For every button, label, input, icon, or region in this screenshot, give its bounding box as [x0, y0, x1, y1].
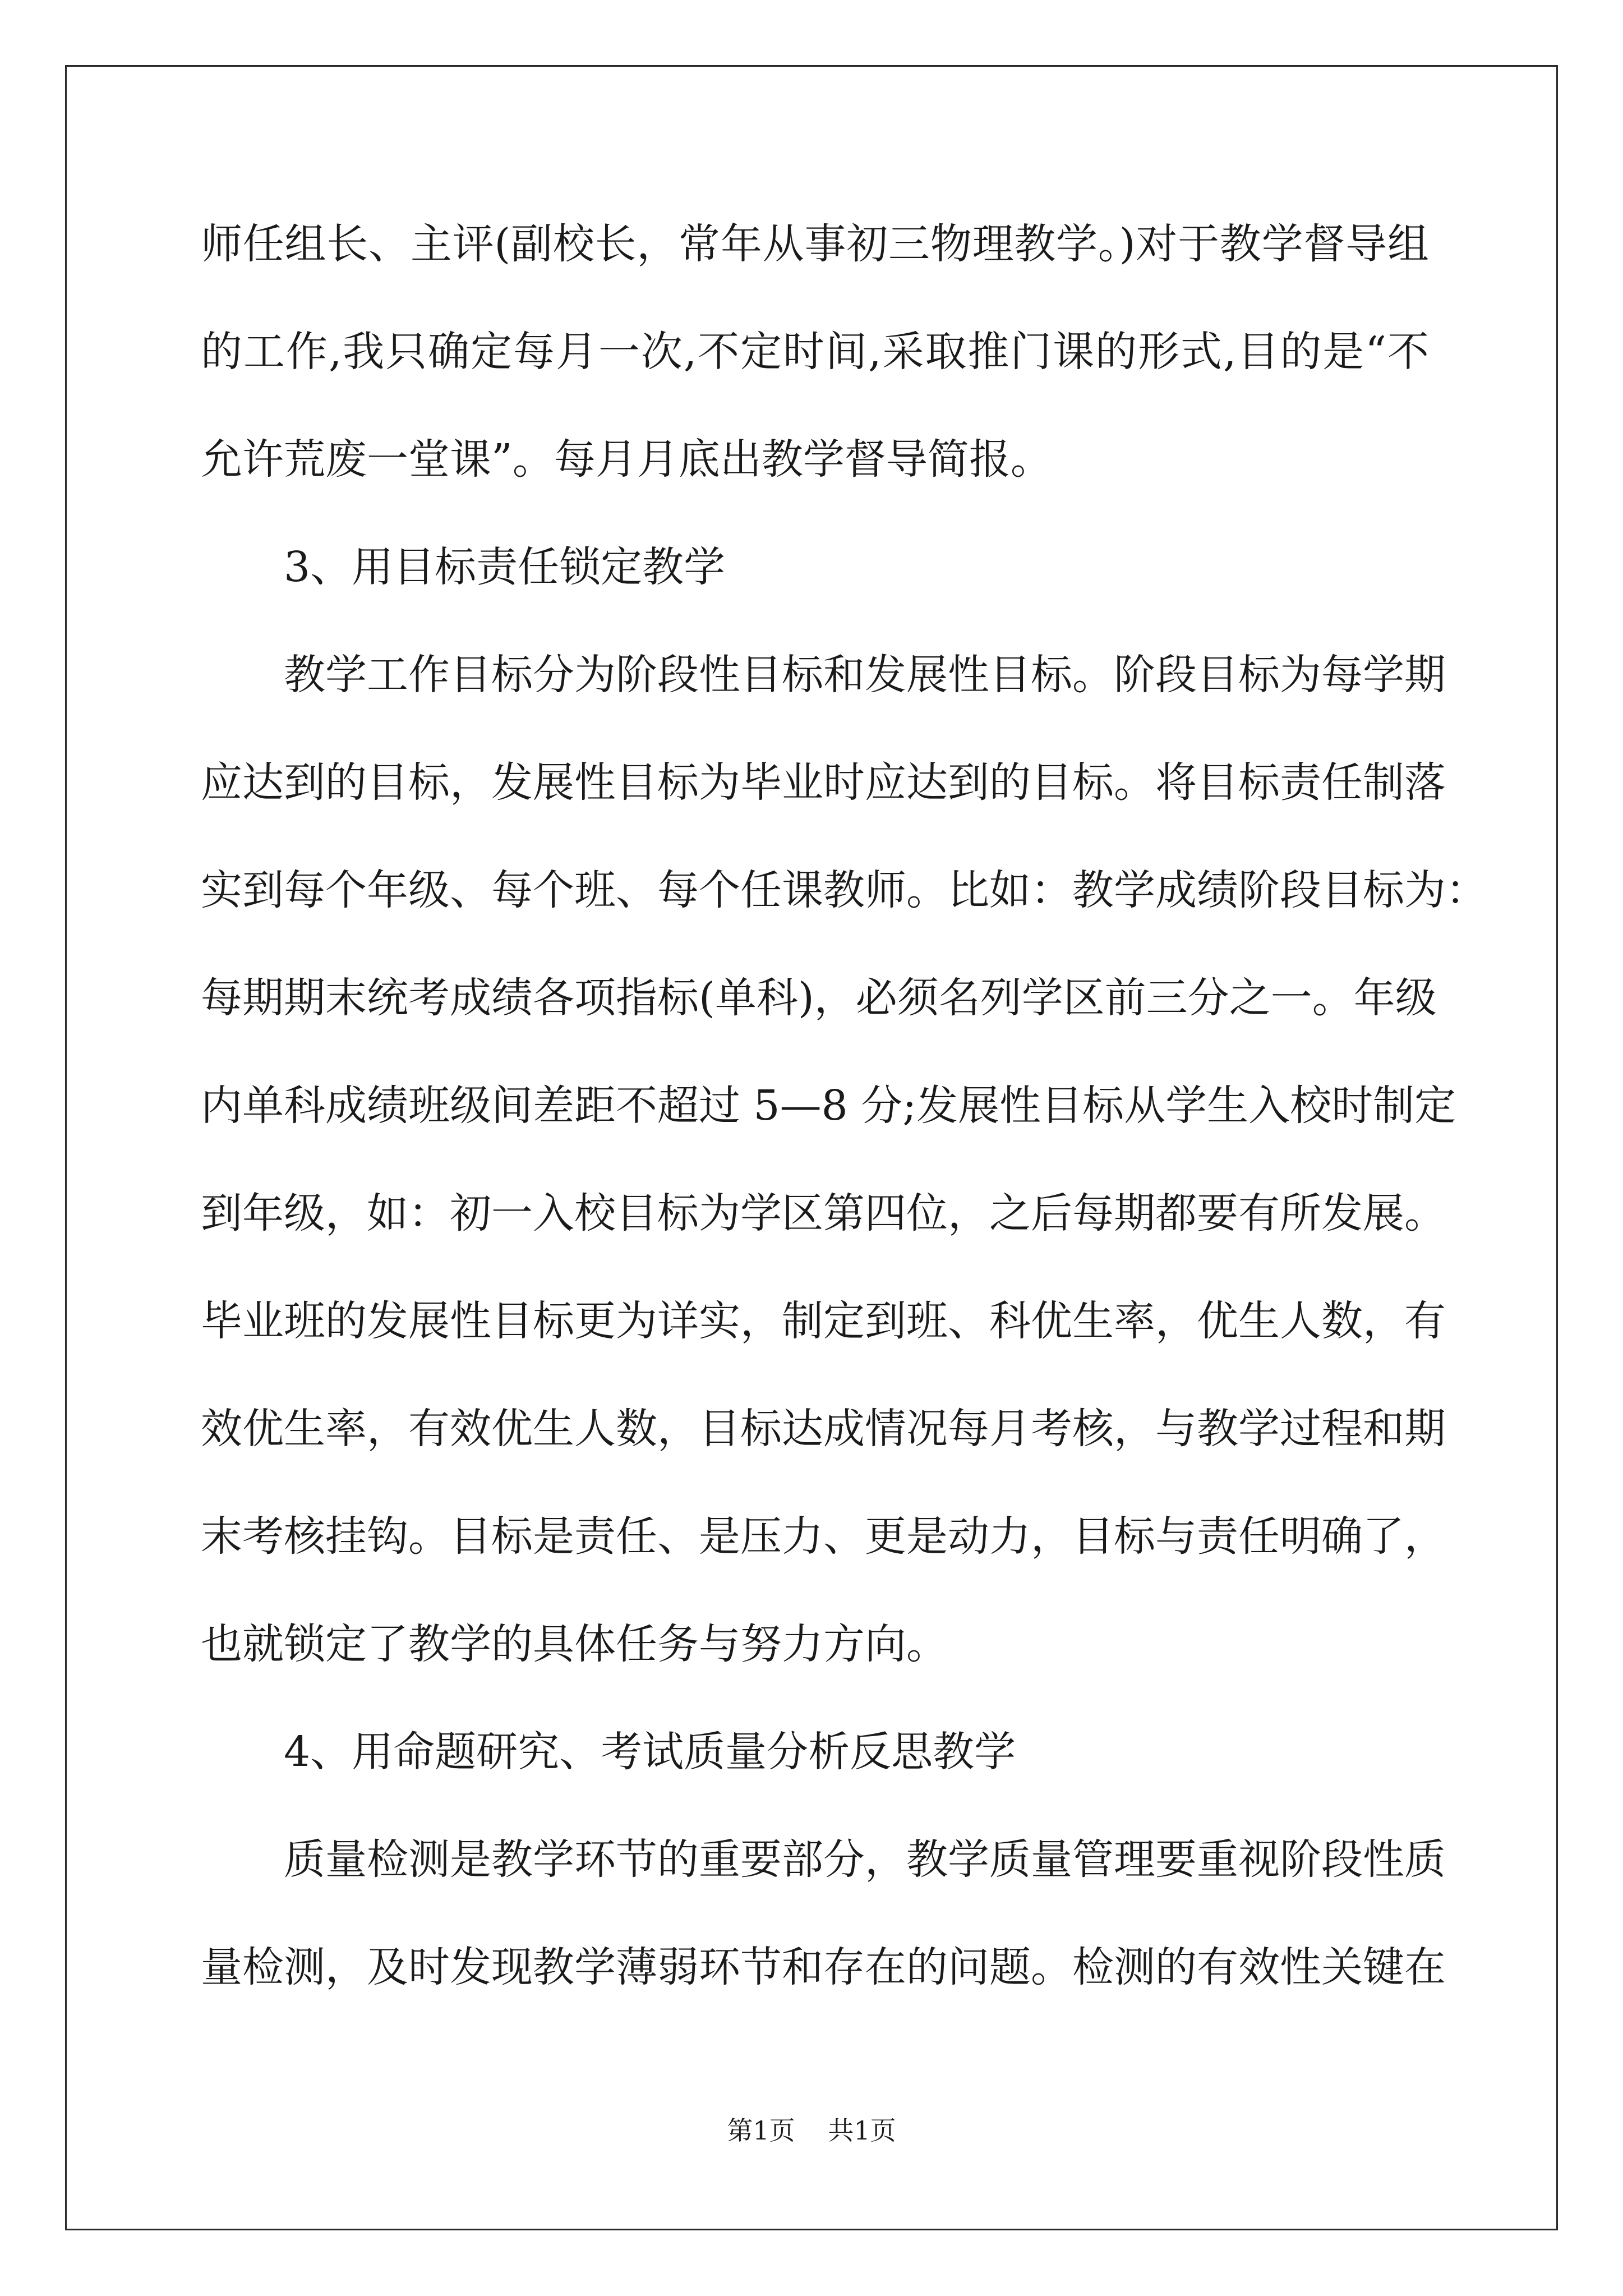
text-line: 毕业班的发展性目标更为详实，制定到班、科优生率，优生人数，有	[201, 1297, 1446, 1345]
text-line: 教学工作目标分为阶段性目标和发展性目标。阶段目标为每学期	[284, 651, 1446, 699]
text-line: 效优生率，有效优生人数，目标达成情况每月考核，与教学过程和期	[201, 1405, 1446, 1453]
text-line: 允许荒废一堂课”。每月月底出教学督导简报。	[201, 435, 1052, 484]
text-line: 应达到的目标，发展性目标为毕业时应达到的目标。将目标责任制落	[201, 758, 1446, 807]
text-line: 实到每个年级、每个班、每个任课教师。比如：教学成绩阶段目标为：	[201, 866, 1487, 914]
text-line: 4、用命题研究、考试质量分析反思教学	[284, 1728, 1016, 1776]
text-line: 末考核挂钩。目标是责任、是压力、更是动力，目标与责任明确了，	[201, 1512, 1446, 1561]
page-number: 第1页	[727, 2115, 795, 2146]
text-line: 的工作,我只确定每月一次,不定时间,采取推门课的形式,目的是“不	[201, 328, 1429, 376]
document-body	[201, 213, 1487, 2044]
page-footer	[0, 2114, 1623, 2147]
text-line: 3、用目标责任锁定教学	[284, 543, 726, 591]
text-line: 量检测，及时发现教学薄弱环节和存在的问题。检测的有效性关键在	[201, 1943, 1446, 1991]
page-total: 共1页	[828, 2115, 896, 2146]
text-line: 师任组长、主评(副校长，常年从事初三物理教学。)对于教学督导组	[201, 220, 1429, 268]
text-line: 每期期末统考成绩各项指标(单科)，必须名列学区前三分之一。年级	[201, 974, 1437, 1022]
text-line: 内单科成绩班级间差距不超过 5—8 分;发展性目标从学生入校时制定	[201, 1082, 1456, 1130]
text-line: 质量检测是教学环节的重要部分，教学质量管理要重视阶段性质	[284, 1835, 1446, 1884]
text-line: 到年级，如：初一入校目标为学区第四位，之后每期都要有所发展。	[201, 1189, 1446, 1237]
text-line: 也就锁定了教学的具体任务与努力方向。	[201, 1620, 948, 1668]
